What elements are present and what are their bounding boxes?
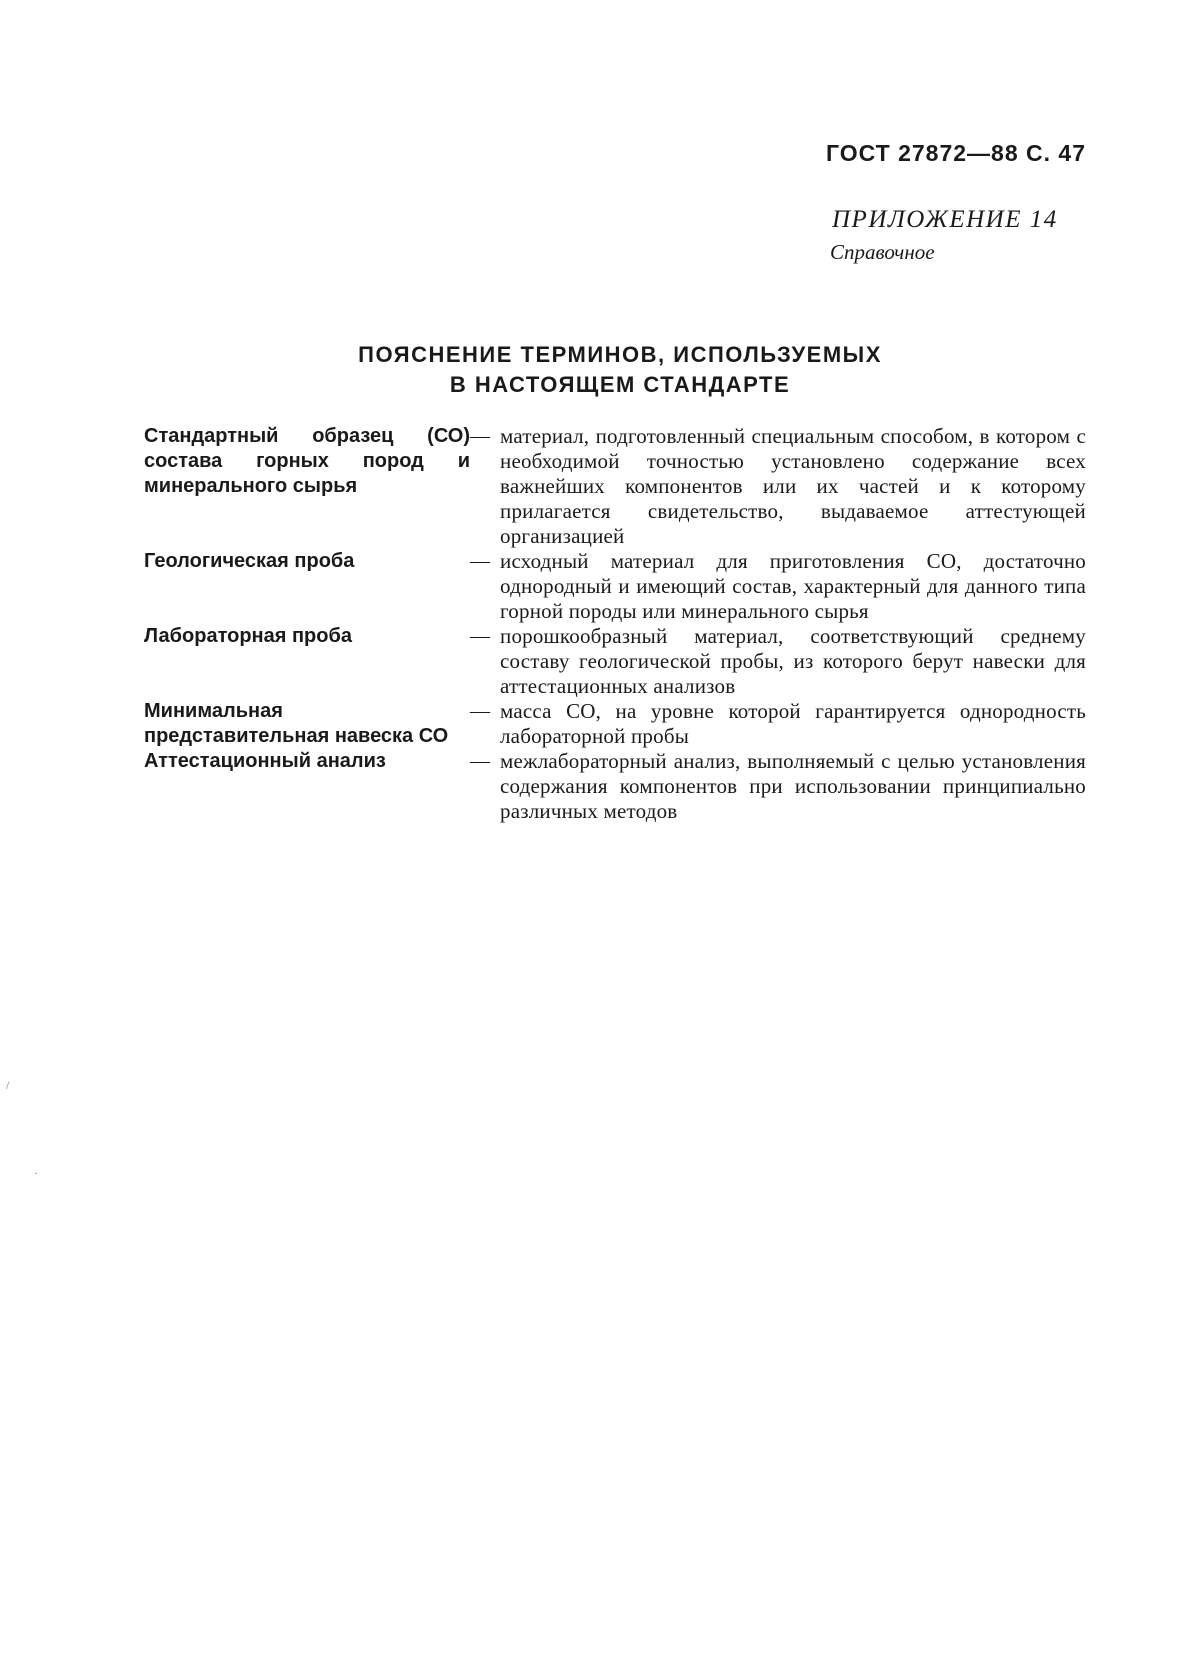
term-definition: масса СО, на уровне которой гарантируется однородность лабораторной пробы [500,699,1086,748]
term-name: Геологическая проба [144,550,355,572]
term-name: Лабораторная проба [144,625,352,647]
term-entry [144,424,1086,549]
term-definition: порошкообразный материал, соответствующий среднему составу геологической пробы, из которого берут навески для аттестационных анализов [500,624,1086,698]
terms-list [144,424,1086,824]
term-name: Стандартный образец (СО) состава горных пород и минерального сырья [144,425,470,497]
term-entry [144,549,1086,624]
title-line-2: В НАСТОЯЩЕМ СТАНДАРТЕ [449,372,791,397]
page-reference: ГОСТ 27872—88 С. 47 [826,140,1087,166]
term-entry [144,749,1086,824]
term-entry [144,699,1086,749]
term-definition: материал, подготовленный специальным способом, в котором с необходимой точностью установлено содержание всех важнейших компонентов или их частей и к которому прилагается свидетельство, выдаваемое аттестующей организацией [500,424,1086,548]
scan-speck: · [34,1166,38,1180]
term-definition: межлабораторный анализ, выполняемый с целью установления содержания компонентов при использовании принципиально различных методов [500,749,1086,823]
appendix-type: Справочное [830,240,935,264]
document-title [250,340,990,400]
scan-speck: / [6,1078,10,1092]
title-line-1: ПОЯСНЕНИЕ ТЕРМИНОВ, ИСПОЛЬЗУЕМЫХ [358,342,882,367]
term-dash: — [470,625,490,647]
term-dash: — [470,700,490,722]
term-definition: исходный материал для приготовления СО, достаточно однородный и имеющий состав, характерный для данного типа горной породы или минерального сырья [500,549,1086,623]
term-dash: — [470,550,490,572]
appendix-label: ПРИЛОЖЕНИЕ 14 [832,206,1058,233]
term-name: Аттестационный анализ [144,750,386,772]
term-entry [144,624,1086,699]
term-dash: — [470,425,490,447]
term-dash: — [470,750,490,772]
term-name: Минимальная представительная навеска СО [144,700,449,747]
